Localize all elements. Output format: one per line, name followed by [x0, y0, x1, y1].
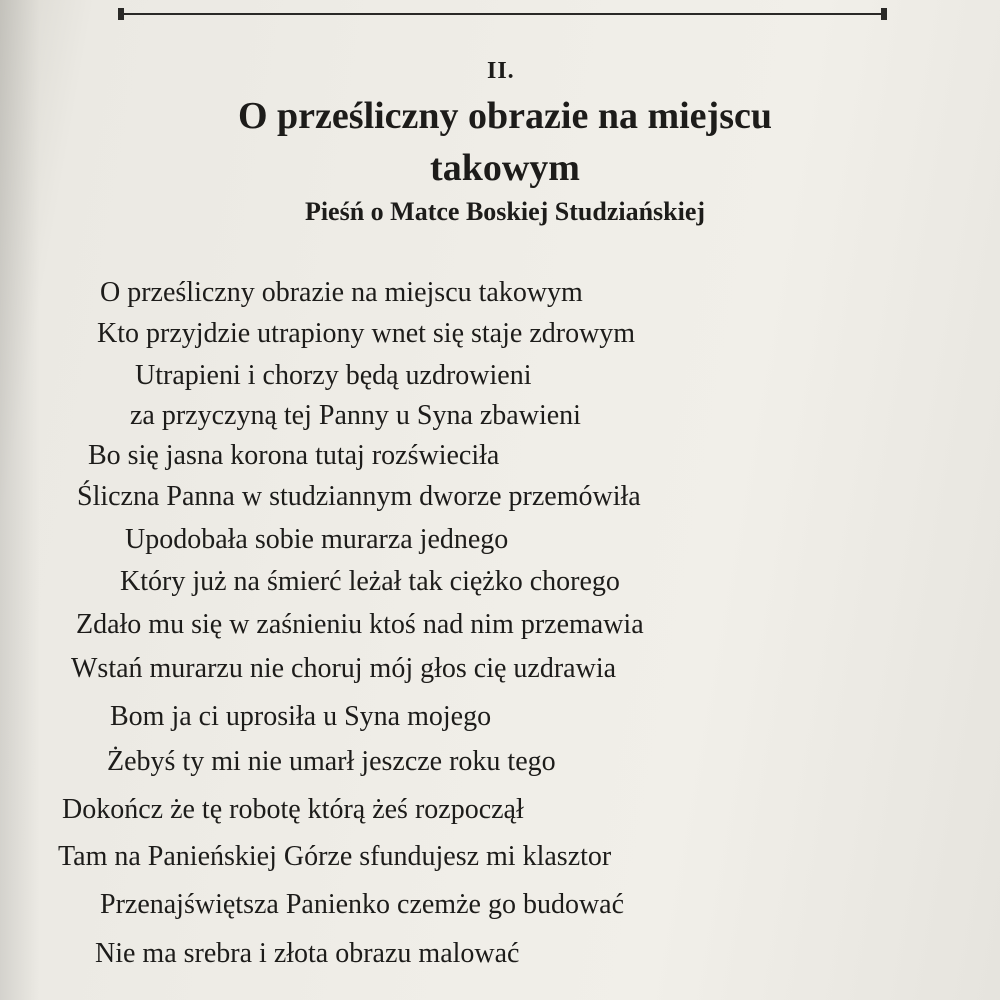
song-subtitle: Pieśń o Matce Boskiej Studziańskiej	[304, 197, 706, 226]
verse-line: Nie ma srebra i złota obrazu malować	[95, 938, 520, 969]
verse-line: Śliczna Panna w studziannym dworze przemówiła	[77, 481, 641, 512]
verse-line: Bo się jasna korona tutaj rozświeciła	[88, 440, 500, 471]
verse-line: Kto przyjdzie utrapiony wnet się staje zdrowym	[97, 318, 636, 349]
verse-line: Który już na śmierć leżał tak ciężko chorego	[120, 566, 620, 597]
header-rule-left-end	[118, 8, 124, 20]
song-title-line-1: O prześliczny obrazie na miejscu	[237, 95, 772, 137]
verse-line: Tam na Panieńskiej Górze sfundujesz mi klasztor	[58, 841, 612, 872]
verse-line: Wstań murarzu nie choruj mój głos cię uzdrawia	[71, 653, 617, 684]
verse-line: Zdało mu się w zaśnieniu ktoś nad nim przemawia	[76, 609, 644, 640]
verse-line: Dokończ że tę robotę którą żeś rozpoczął	[62, 794, 524, 825]
verse-line: Bom ja ci uprosiła u Syna mojego	[110, 701, 492, 732]
page-edge-shadow	[0, 0, 40, 1000]
verse-line: za przyczyną tej Panny u Syna zbawieni	[130, 400, 581, 431]
section-numeral: II.	[487, 58, 515, 84]
header-rule	[120, 13, 885, 15]
verse-line: Upodobała sobie murarza jednego	[125, 524, 509, 555]
song-title-line-2: takowym	[430, 147, 580, 189]
verse-line: Żebyś ty mi nie umarł jeszcze roku tego	[107, 746, 556, 777]
header-rule-right-end	[881, 8, 887, 20]
verse-line: Przenajświętsza Panienko czemże go budować	[100, 889, 625, 920]
song-title	[100, 90, 910, 194]
verse-line: Utrapieni i chorzy będą uzdrowieni	[135, 360, 532, 391]
verse-line: O prześliczny obrazie na miejscu takowym	[100, 277, 583, 308]
